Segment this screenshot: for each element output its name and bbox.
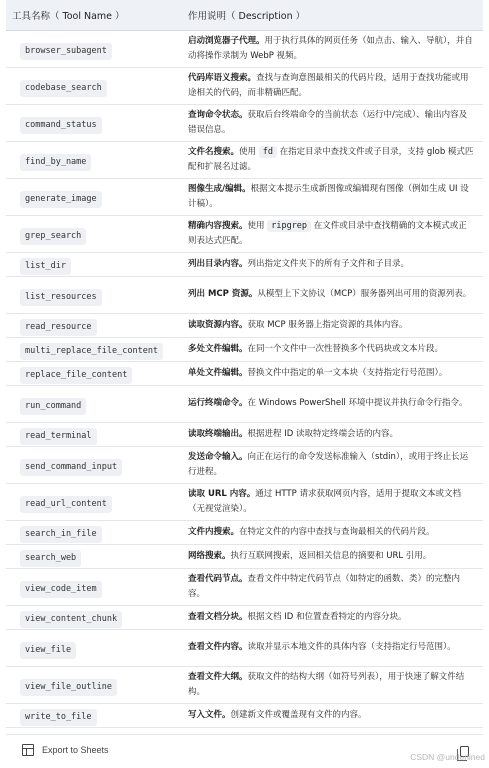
description-cell	[178, 337, 483, 361]
tool-name-code: view_code_item	[20, 581, 102, 598]
description-title: 图像生成/编辑。	[188, 183, 251, 194]
tool-name-cell	[6, 252, 178, 276]
table-row	[6, 104, 483, 141]
table-row	[6, 252, 483, 276]
table-row	[6, 666, 483, 703]
watermark: CSDN @underlined	[410, 752, 485, 762]
tool-name-cell	[6, 568, 178, 605]
table-row	[6, 276, 483, 313]
description-title: 网络搜索。	[188, 550, 231, 561]
description-cell	[178, 605, 483, 629]
description-cell	[178, 483, 483, 520]
description-title: 查看文件内容。	[188, 642, 248, 652]
table-row	[6, 483, 483, 520]
tool-name-code: list_dir	[20, 258, 71, 275]
description-title: 代码库语义搜索。	[188, 72, 257, 83]
tool-name-cell	[6, 520, 178, 544]
description-text: 根据文本提示生成新图像或编辑现有图像（例如生成 UI 设计稿）。	[188, 183, 469, 209]
table-row	[6, 568, 483, 605]
description-text: 查看文件中特定代码节点（如特定的函数、类）的完整内容。	[188, 573, 461, 599]
tool-name-cell	[6, 30, 178, 67]
tool-name-code: replace_file_content	[20, 367, 132, 384]
sheet-icon	[22, 744, 34, 756]
description-text: 读取并显示本地文件的具体内容（支持指定行号范围）。	[247, 642, 456, 652]
tool-name-cell	[6, 666, 178, 703]
description-text: 查找与查询意图最相关的代码片段，适用于查找功能或用途相关的代码，而非精确匹配。	[188, 72, 469, 98]
description-text: 替换文件中指定的单一文本块（支持指定行号范围）。	[247, 367, 448, 378]
description-cell	[178, 30, 483, 67]
description-text: 使用	[247, 220, 268, 231]
description-cell	[178, 276, 483, 313]
description-title: 精确内容搜索。	[188, 220, 248, 231]
description-text: 创建新文件或覆盖现有文件的内容。	[230, 709, 367, 720]
table-header-row	[6, 0, 483, 30]
description-cell	[178, 422, 483, 446]
table-footer	[6, 734, 483, 768]
description-cell	[178, 629, 483, 666]
description-title: 单处文件编辑。	[188, 367, 248, 378]
tool-name-code: view_content_chunk	[20, 611, 122, 628]
description-title: 写入文件。	[188, 709, 231, 720]
description-title: 查看文件大纲。	[188, 671, 248, 682]
tool-name-code: multi_replace_file_content	[20, 343, 163, 360]
tool-name-code: read_url_content	[20, 496, 112, 513]
description-cell	[178, 215, 483, 252]
tool-name-cell	[6, 446, 178, 483]
table-row	[6, 703, 483, 727]
description-title: 多处文件编辑。	[188, 343, 248, 354]
table-row	[6, 629, 483, 666]
description-cell	[178, 104, 483, 141]
table-row	[6, 178, 483, 215]
table-row	[6, 605, 483, 629]
description-text: 在同一个文件中一次性替换多个代码块或文本片段。	[247, 343, 444, 354]
description-text: 在 Windows PowerShell 环境中提议并执行命令行指令。	[247, 398, 468, 408]
tool-name-cell	[6, 67, 178, 104]
tool-name-code: view_file_outline	[20, 679, 117, 696]
description-cell	[178, 361, 483, 385]
description-text: 从模型上下文协议（MCP）服务器列出可用的资源列表。	[257, 289, 472, 299]
header-tool-name: 工具名称（ Tool Name ）	[6, 0, 178, 30]
description-cell	[178, 703, 483, 727]
tool-name-code: grep_search	[20, 228, 86, 245]
table-row	[6, 215, 483, 252]
tools-table	[6, 0, 483, 728]
tool-name-cell	[6, 178, 178, 215]
tool-name-code: run_command	[20, 398, 86, 415]
description-text: 在文件或目录中查找精确的文本模式或正则表达式匹配。	[188, 220, 467, 246]
description-text: 通过 HTTP 请求获取网页内容，适用于提取文本或文档（无视觉渲染）。	[188, 488, 461, 514]
description-text: 使用	[239, 146, 259, 157]
description-cell	[178, 385, 483, 422]
description-title: 启动浏览器子代理。	[188, 35, 265, 46]
table-row	[6, 313, 483, 337]
description-title: 列出 MCP 资源。	[188, 289, 258, 299]
description-cell	[178, 252, 483, 276]
tool-name-code: write_to_file	[20, 709, 97, 726]
description-text: 获取文件的结构大纲（如符号列表），用于快速了解文件结构。	[188, 671, 465, 697]
table-row	[6, 422, 483, 446]
description-title: 文件名搜索。	[188, 146, 240, 157]
description-text: 获取 MCP 服务器上指定资源的具体内容。	[247, 319, 408, 330]
export-to-sheets-button[interactable]	[22, 744, 109, 756]
tool-name-code: search_in_file	[20, 526, 102, 543]
tool-name-code: view_file	[20, 642, 76, 659]
tool-name-code: browser_subagent	[20, 43, 112, 60]
description-cell	[178, 520, 483, 544]
tool-name-cell	[6, 337, 178, 361]
tool-name-code: command_status	[20, 117, 102, 134]
description-title: 查询命令状态。	[188, 109, 248, 120]
tool-name-cell	[6, 703, 178, 727]
description-title: 查看代码节点。	[188, 573, 248, 584]
table-row	[6, 520, 483, 544]
description-title: 读取终端输出。	[188, 428, 248, 439]
tool-name-cell	[6, 483, 178, 520]
table-row	[6, 337, 483, 361]
tool-name-code: list_resources	[20, 289, 102, 306]
table-row	[6, 30, 483, 67]
description-cell	[178, 544, 483, 568]
description-text: 用于执行具体的网页任务（如点击、输入、导航），并自动将操作录制为 WebP 视频。	[188, 35, 473, 61]
tool-name-code: send_command_input	[20, 459, 122, 476]
table-row	[6, 446, 483, 483]
table-row	[6, 544, 483, 568]
tool-name-code: read_terminal	[20, 428, 97, 445]
description-cell	[178, 67, 483, 104]
tool-name-cell	[6, 276, 178, 313]
description-title: 查看文档分块。	[188, 611, 248, 622]
tool-name-cell	[6, 141, 178, 178]
tool-name-code: read_resource	[20, 319, 97, 336]
description-title: 列出目录内容。	[188, 258, 248, 269]
description-text: 执行互联网搜索，返回相关信息的摘要和 URL 引用。	[230, 550, 432, 561]
table-row	[6, 141, 483, 178]
description-title: 读取 URL 内容。	[188, 488, 256, 499]
description-title: 文件内搜索。	[188, 526, 240, 537]
tool-name-cell	[6, 385, 178, 422]
header-description: 作用说明（ Description ）	[178, 0, 483, 30]
inline-code: ripgrep	[267, 220, 311, 232]
tool-name-cell	[6, 605, 178, 629]
tool-name-cell	[6, 313, 178, 337]
tool-name-cell	[6, 422, 178, 446]
inline-code: fd	[259, 146, 277, 158]
description-cell	[178, 666, 483, 703]
tool-name-code: find_by_name	[20, 154, 91, 171]
tool-name-cell	[6, 629, 178, 666]
export-label: Export to Sheets	[42, 745, 109, 755]
description-title: 发送命令输入。	[188, 451, 248, 462]
description-text: 根据文档 ID 和位置查看特定的内容分块。	[247, 611, 407, 622]
description-text: 在特定文件的内容中查找与查询最相关的代码片段。	[239, 526, 435, 537]
description-text: 在指定目录中查找文件或子目录，支持 glob 模式匹配和扩展名过滤。	[188, 146, 474, 172]
tool-name-cell	[6, 104, 178, 141]
description-cell	[178, 141, 483, 178]
description-text: 列出指定文件夹下的所有子文件和子目录。	[247, 258, 410, 269]
tools-table-container	[6, 0, 483, 730]
description-text: 根据进程 ID 读取特定终端会话的内容。	[247, 428, 398, 439]
description-cell	[178, 568, 483, 605]
description-title: 运行终端命令。	[188, 398, 248, 408]
description-text: 向正在运行的命令发送标准输入（stdin），或用于终止长运行进程。	[188, 451, 469, 477]
description-text: 获取后台终端命令的当前状态（运行中/完成）、输出内容及错误信息。	[188, 109, 468, 135]
description-cell	[178, 313, 483, 337]
tool-name-cell	[6, 215, 178, 252]
table-row	[6, 385, 483, 422]
description-cell	[178, 446, 483, 483]
table-row	[6, 67, 483, 104]
tool-name-code: generate_image	[20, 191, 102, 208]
tool-name-code: search_web	[20, 550, 81, 567]
tool-name-code: codebase_search	[20, 80, 107, 97]
table-row	[6, 361, 483, 385]
tool-name-cell	[6, 544, 178, 568]
description-cell	[178, 178, 483, 215]
description-title: 读取资源内容。	[188, 319, 248, 330]
tool-name-cell	[6, 361, 178, 385]
